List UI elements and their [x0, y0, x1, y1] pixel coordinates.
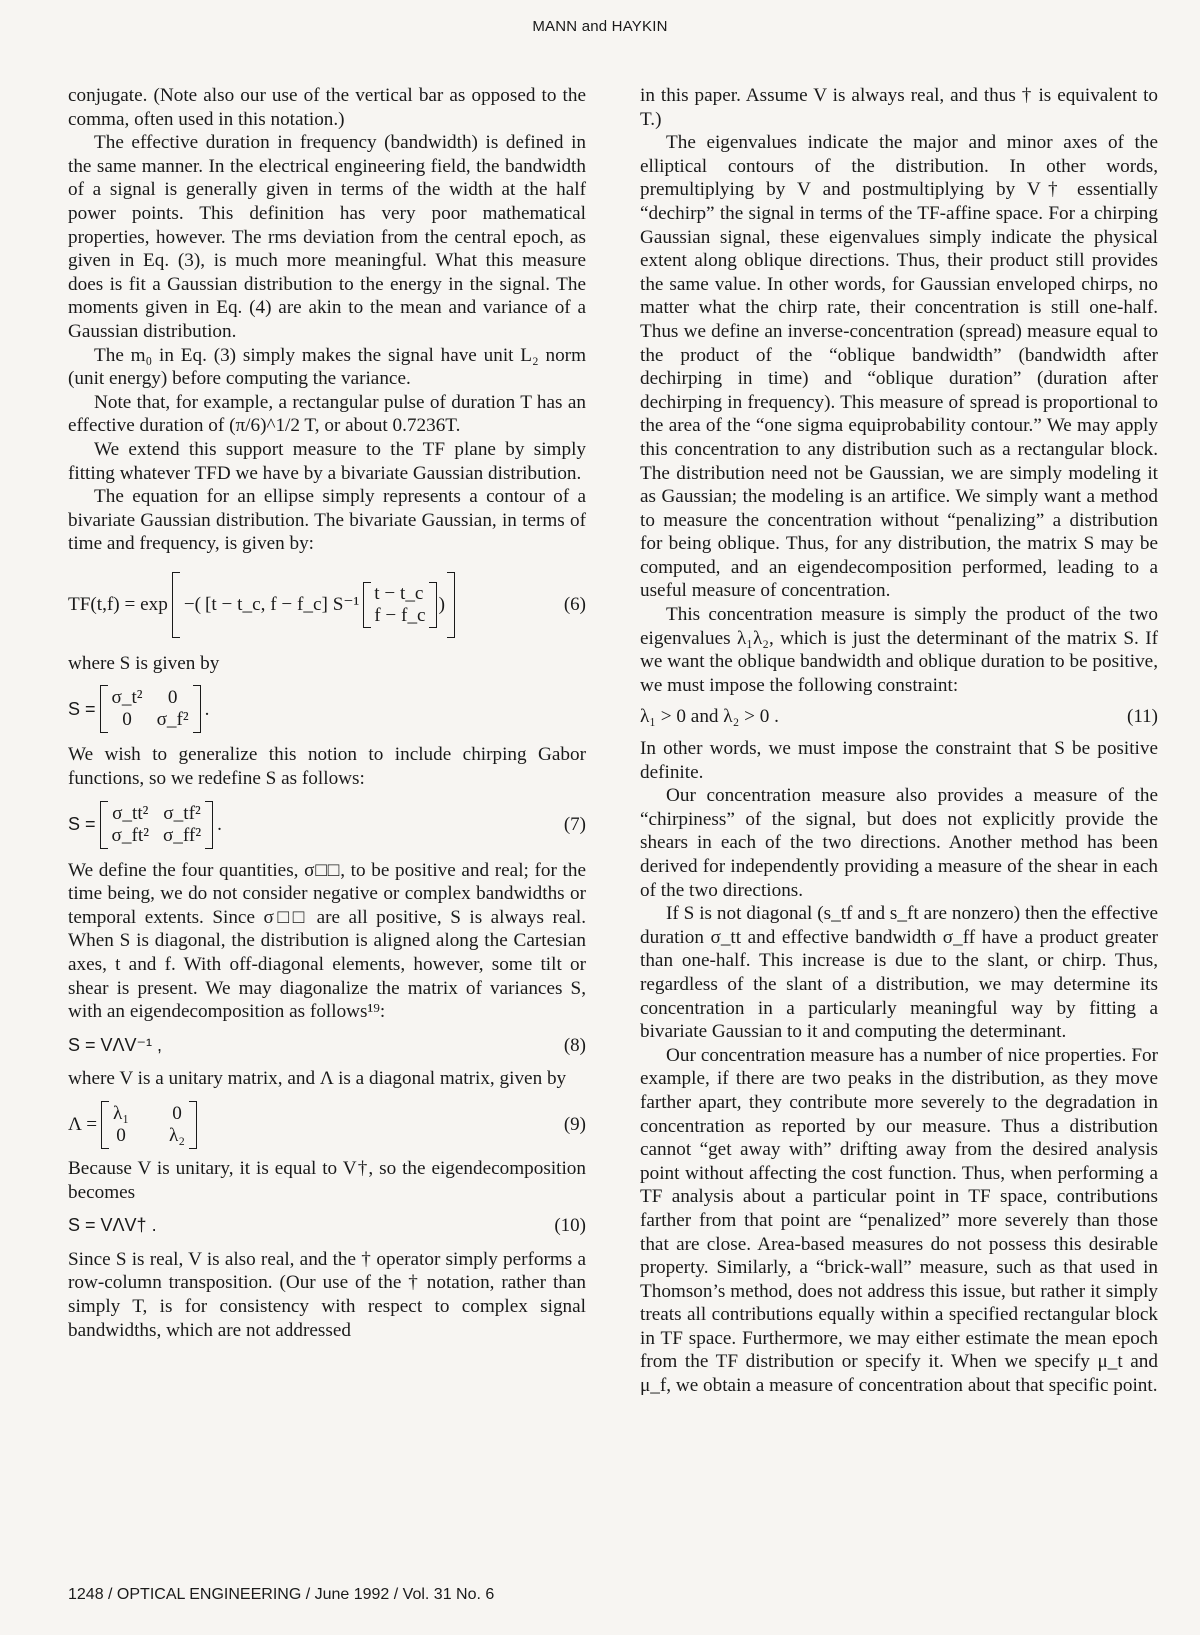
equation-body: S = VΛV⁻¹ , — [68, 1034, 163, 1055]
equation-7: S = σ_tt² σ_tf² σ_ft² σ_ff² . (7) — [68, 801, 586, 849]
equation-10 — [68, 1214, 586, 1238]
matrix-cell: 0 — [172, 1103, 182, 1124]
matrix-cell: 0 — [116, 1125, 126, 1146]
paragraph: The eigenvalues indicate the major and minor axes of the elliptical contours of the distribution. In other words, premultiplying by V and postmultiplying by V† essentially “dechirp” the signal in terms of the TF-affine space. For a chirping Gaussian signal, these eigenvalues simply indicate the physical extent along oblique directions. Thus, their product still provides the same value. In other words, for Gaussian enveloped chirps, no matter what the chirp rate, their concentration is still one-half. Thus we define an inverse-concentration (spread) measure equal to the product of the “oblique bandwidth” (bandwidth after dechirping in time) and “oblique duration” (duration after dechirping in frequency). This measure of spread is proportional to the area of the “one sigma equiprobability contour.” We may apply this concentration to any distribution such as a rectangular block. The distribution need not be Gaussian, we are simply modeling it as Gaussian; the modeling is an artifice. We simply want a method to measure the concentration without “penalizing” a distribution for being oblique. Thus, for any distribution, the matrix S may be computed, and an eigendecomposition performed, leading to a useful measure of concentration. — [640, 132, 1158, 602]
matrix-cell: 0 — [167, 687, 178, 709]
equation-11 — [640, 705, 1158, 729]
left-column — [68, 84, 586, 1342]
equation-body: −( [t − t_c, f − f_c] S⁻¹ t − t_c f − f_c ) — [172, 572, 455, 638]
matrix-cell: 0 — [122, 709, 132, 731]
page-footer: 1248 / OPTICAL ENGINEERING / June 1992 / Vol. 31 No. 6 — [68, 1586, 495, 1603]
equation-number: (6) — [563, 594, 586, 616]
paragraph: conjugate. (Note also our use of the vertical bar as opposed to the comma, often used in this notation.) — [68, 85, 586, 130]
equation-body: S = VΛV† . — [68, 1215, 157, 1236]
paragraph: Since S is real, V is also real, and the † operator simply performs a row-column transposition. (Our use of the † notation, rather than simply T, is for consistency with respect to complex signal bandwidths, which are not addressed — [68, 1248, 586, 1341]
paragraph: If S is not diagonal (s_tf and s_ft are nonzero) then the effective duration σ_tt and effective bandwidth σ_ff have a product greater than one-half. This increase is due to the slant, or chirp. Thus, regardless of the slant of a distribution, we may determine its concentration in a particularly meaningful way by fitting a bivariate Gaussian to it and computing the determinant. — [640, 903, 1158, 1043]
equation-lhs: TF(t,f) = exp — [68, 594, 168, 616]
matrix-cell: λ₂ — [169, 1125, 186, 1146]
paragraph: Because V is unitary, it is equal to V†, so the eigendecomposition becomes — [68, 1158, 586, 1203]
running-head: MANN and HAYKIN — [532, 18, 668, 35]
paragraph: We wish to generalize this notion to include chirping Gabor functions, so we redefine S as follows: — [68, 744, 586, 790]
equation-number: (9) — [563, 1114, 586, 1136]
equation-number: (8) — [563, 1034, 586, 1056]
paragraph: The equation for an ellipse simply represents a contour of a bivariate Gaussian distribution. The bivariate Gaussian, in terms of time and frequency, is given by: — [68, 486, 586, 555]
paragraph: This concentration measure is simply the product of the two eigenvalues λ₁λ₂, which is just the determinant of the matrix S. If we want the oblique bandwidth and oblique duration to be positive, we must impose the following constraint: — [640, 604, 1158, 696]
equation-row-vector: [t − t_c, f − f_c] S⁻¹ — [205, 594, 360, 616]
paragraph: We define the four quantities, σ□□, to be positive and real; for the time being, we do not consider negative or complex bandwidths or temporal extents. Since σ□□ are all positive, S is always real. When S is diagonal, the distribution is aligned along the Cartesian axes, t and f. With off-diagonal elements, however, some tilt or shear is present. We may diagonalize the matrix of variances S, with an eigendecomposition as follows¹⁹: — [68, 859, 586, 1023]
equation-body: λ₁ > 0 and λ₂ > 0 . — [640, 706, 779, 728]
paragraph: in this paper. Assume V is always real, and thus † is equivalent to T.) — [640, 85, 1158, 130]
matrix-cell: σ_tf² — [163, 802, 201, 824]
paragraph: Our concentration measure also provides a measure of the “chirpiness” of the signal, but does not explicitly provide the shears in each of the two directions. Another method has been derived for independently providing a measure of the shear in each of the two directions. — [640, 785, 1158, 901]
right-column — [640, 84, 1158, 1398]
paragraph: We extend this support measure to the TF plane by simply fitting whatever TFD we have by a bivariate Gaussian distribution. — [68, 438, 586, 484]
paragraph: where V is a unitary matrix, and Λ is a diagonal matrix, given by — [68, 1068, 567, 1090]
paragraph: Note that, for example, a rectangular pulse of duration T has an effective duration of (π/6)^1/2 T, or about 0.7236T. — [68, 391, 586, 437]
equation-number: (11) — [1127, 706, 1158, 728]
matrix-cell: f − f_c — [374, 604, 426, 626]
matrix-cell: σ_ff² — [162, 824, 202, 846]
paragraph: Our concentration measure has a number of nice properties. For example, if there are two peaks in the distribution, as they move farther apart, they contribute more severely to the degradation in concentration as reported by our measure. Thus a distribution cannot “get away with” drifting away from the desired analysis point without affecting the cost function. Thus, when performing a TF analysis about a particular point in TF space, contributions farther from that point are “penalized” more severely than those that are close. Area-based measures do not possess this desirable property. Similarly, a “brick-wall” measure, such as that used in Thomson’s method, does not address this issue, but rather it simply treats all contributions equally within a specified rectangular block in TF space. Furthermore, we may either estimate the mean epoch from the TF distribution or specify it. When we specify μ_t and μ_f, we obtain a measure of concentration about that specific point. — [640, 1044, 1158, 1397]
paragraph: where S is given by — [68, 652, 220, 674]
matrix-cell: λ₁ — [113, 1103, 130, 1124]
matrix-cell: σ_tt² — [112, 802, 149, 824]
matrix-cell: t − t_c — [374, 582, 424, 604]
paragraph: In other words, we must impose the constraint that S be positive definite. — [640, 738, 1158, 783]
matrix-cell: σ_ft² — [111, 824, 149, 846]
equation-9 — [68, 1101, 586, 1149]
matrix-cell: σ_f² — [156, 709, 189, 731]
matrix-cell: σ_t² — [111, 687, 143, 709]
equation-lhs: Λ = — [68, 1114, 98, 1136]
paragraph: The m₀ in Eq. (3) simply makes the signal have unit L₂ norm (unit energy) before computing the variance. — [68, 344, 586, 390]
equation-lhs: S = — [68, 698, 96, 719]
equation-number: (7) — [563, 813, 586, 835]
paragraph: The effective duration in frequency (bandwidth) is defined in the same manner. In the electrical engineering field, the bandwidth of a signal is generally given in terms of the width at the half power points. This definition has very poor mathematical properties, however. The rms deviation from the central epoch, as given in Eq. (3), is much more meaningful. What this measure does is fit a Gaussian distribution to the energy in the signal. The moments given in Eq. (4) are akin to the mean and variance of a Gaussian distribution. — [68, 132, 586, 342]
equation-number: (10) — [554, 1215, 586, 1237]
equation-8 — [68, 1034, 586, 1058]
equation-lhs: S = — [68, 813, 96, 834]
equation-s-diagonal: S = σ_t² 0 0 σ_f² . — [68, 685, 586, 733]
equation-6 — [68, 572, 586, 638]
